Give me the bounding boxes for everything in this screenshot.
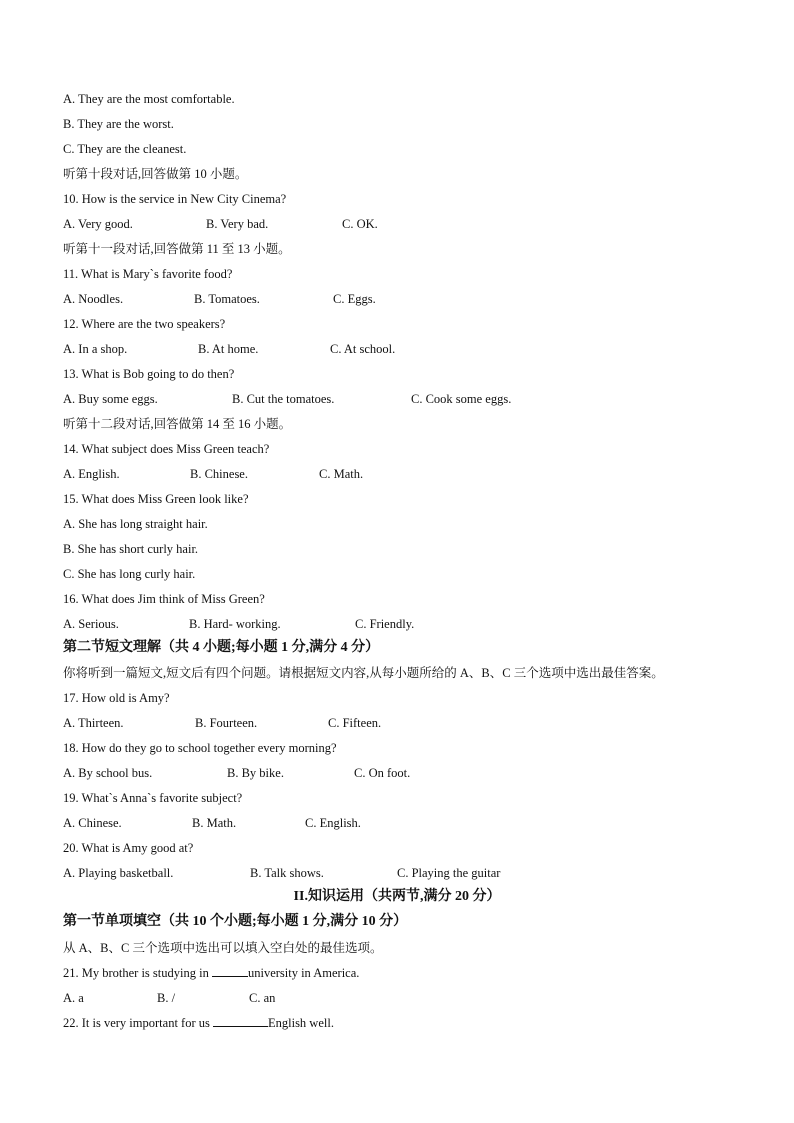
options-11 xyxy=(63,291,376,307)
option-c: C. At school. xyxy=(330,342,396,356)
option-c: C. Math. xyxy=(319,467,364,481)
option-a: A. a xyxy=(63,991,84,1005)
question-20: 20. What is Amy good at? xyxy=(63,841,194,855)
option-c: C. Cook some eggs. xyxy=(411,392,512,406)
option-b: B. Cut the tomatoes. xyxy=(232,392,335,406)
options-12 xyxy=(63,341,395,357)
options-16 xyxy=(63,616,414,632)
question-19: 19. What`s Anna`s favorite subject? xyxy=(63,791,243,805)
section-instruction: 听第十段对话,回答做第 10 小题。 xyxy=(63,167,248,181)
options-18 xyxy=(63,765,410,781)
option-c: C. an xyxy=(249,991,276,1005)
part-heading: II.知识运用（共两节,满分 20 分） xyxy=(293,889,501,904)
question-14: 14. What subject does Miss Green teach? xyxy=(63,442,270,456)
option-b: B. Talk shows. xyxy=(250,866,324,880)
option-b: B. / xyxy=(157,991,176,1005)
question-15: 15. What does Miss Green look like? xyxy=(63,492,249,506)
question-21-text-before: 21. My brother is studying in xyxy=(63,966,212,980)
question-21-text-after: university in America. xyxy=(247,966,360,980)
option-15c: C. She has long curly hair. xyxy=(63,567,196,581)
options-20 xyxy=(63,865,500,881)
question-18: 18. How do they go to school together every morning? xyxy=(63,741,337,755)
option-a: A. In a shop. xyxy=(63,342,128,356)
option-b: B. Chinese. xyxy=(190,467,248,481)
option-a: A. Thirteen. xyxy=(63,716,124,730)
option-b: B. At home. xyxy=(198,342,259,356)
option-b: B. Hard- working. xyxy=(189,617,281,631)
section-instruction: 听第十二段对话,回答做第 14 至 16 小题。 xyxy=(63,417,292,431)
option-c: C. Fifteen. xyxy=(328,716,382,730)
option-a: A. Buy some eggs. xyxy=(63,392,158,406)
question-16: 16. What does Jim think of Miss Green? xyxy=(63,592,265,606)
option-9c: C. They are the cleanest. xyxy=(63,142,187,156)
question-22-text-after: English well. xyxy=(267,1016,334,1030)
question-21 xyxy=(63,965,359,981)
option-9b: B. They are the worst. xyxy=(63,117,174,131)
option-9a: A. They are the most comfortable. xyxy=(63,92,235,106)
question-17: 17. How old is Amy? xyxy=(63,691,170,705)
option-a: A. Noodles. xyxy=(63,292,124,306)
question-11: 11. What is Mary`s favorite food? xyxy=(63,267,233,281)
option-c: C. OK. xyxy=(342,217,378,231)
question-22 xyxy=(63,1015,334,1031)
option-b: B. By bike. xyxy=(227,766,284,780)
section-instruction: 听第十一段对话,回答做第 11 至 13 小题。 xyxy=(63,242,291,256)
option-c: C. English. xyxy=(305,816,361,830)
options-17 xyxy=(63,715,381,731)
option-b: B. Fourteen. xyxy=(195,716,258,730)
option-a: A. English. xyxy=(63,467,120,481)
question-13: 13. What is Bob going to do then? xyxy=(63,367,235,381)
question-10: 10. How is the service in New City Cinema? xyxy=(63,192,287,206)
section-heading: 第二节短文理解（共 4 小题;每小题 1 分,满分 4 分） xyxy=(63,640,380,655)
option-c: C. On foot. xyxy=(354,766,411,780)
option-a: A. Very good. xyxy=(63,217,133,231)
option-a: A. By school bus. xyxy=(63,766,153,780)
option-15a: A. She has long straight hair. xyxy=(63,517,208,531)
option-c: C. Eggs. xyxy=(333,292,376,306)
section-instruction: 你将听到一篇短文,短文后有四个问题。请根据短文内容,从每小题所给的 A、B、C 三个选项中选出最佳答案。 xyxy=(63,666,664,680)
option-15b: B. She has short curly hair. xyxy=(63,542,199,556)
answer-blank xyxy=(212,965,248,977)
option-b: B. Tomatoes. xyxy=(194,292,260,306)
option-a: A. Chinese. xyxy=(63,816,122,830)
options-13 xyxy=(63,391,511,407)
options-19 xyxy=(63,815,361,831)
section-instruction: 从 A、B、C 三个选项中选出可以填入空白处的最佳选项。 xyxy=(63,941,383,955)
question-22-text-before: 22. It is very important for us xyxy=(63,1016,213,1030)
question-12: 12. Where are the two speakers? xyxy=(63,317,226,331)
options-10 xyxy=(63,216,378,232)
answer-blank xyxy=(213,1015,268,1027)
option-b: B. Math. xyxy=(192,816,237,830)
section-heading: 第一节单项填空（共 10 个小题;每小题 1 分,满分 10 分） xyxy=(63,914,408,929)
options-21 xyxy=(63,990,275,1006)
option-c: C. Playing the guitar xyxy=(397,866,501,880)
option-b: B. Very bad. xyxy=(206,217,269,231)
options-14 xyxy=(63,466,363,482)
option-a: A. Playing basketball. xyxy=(63,866,174,880)
option-c: C. Friendly. xyxy=(355,617,415,631)
option-a: A. Serious. xyxy=(63,617,119,631)
